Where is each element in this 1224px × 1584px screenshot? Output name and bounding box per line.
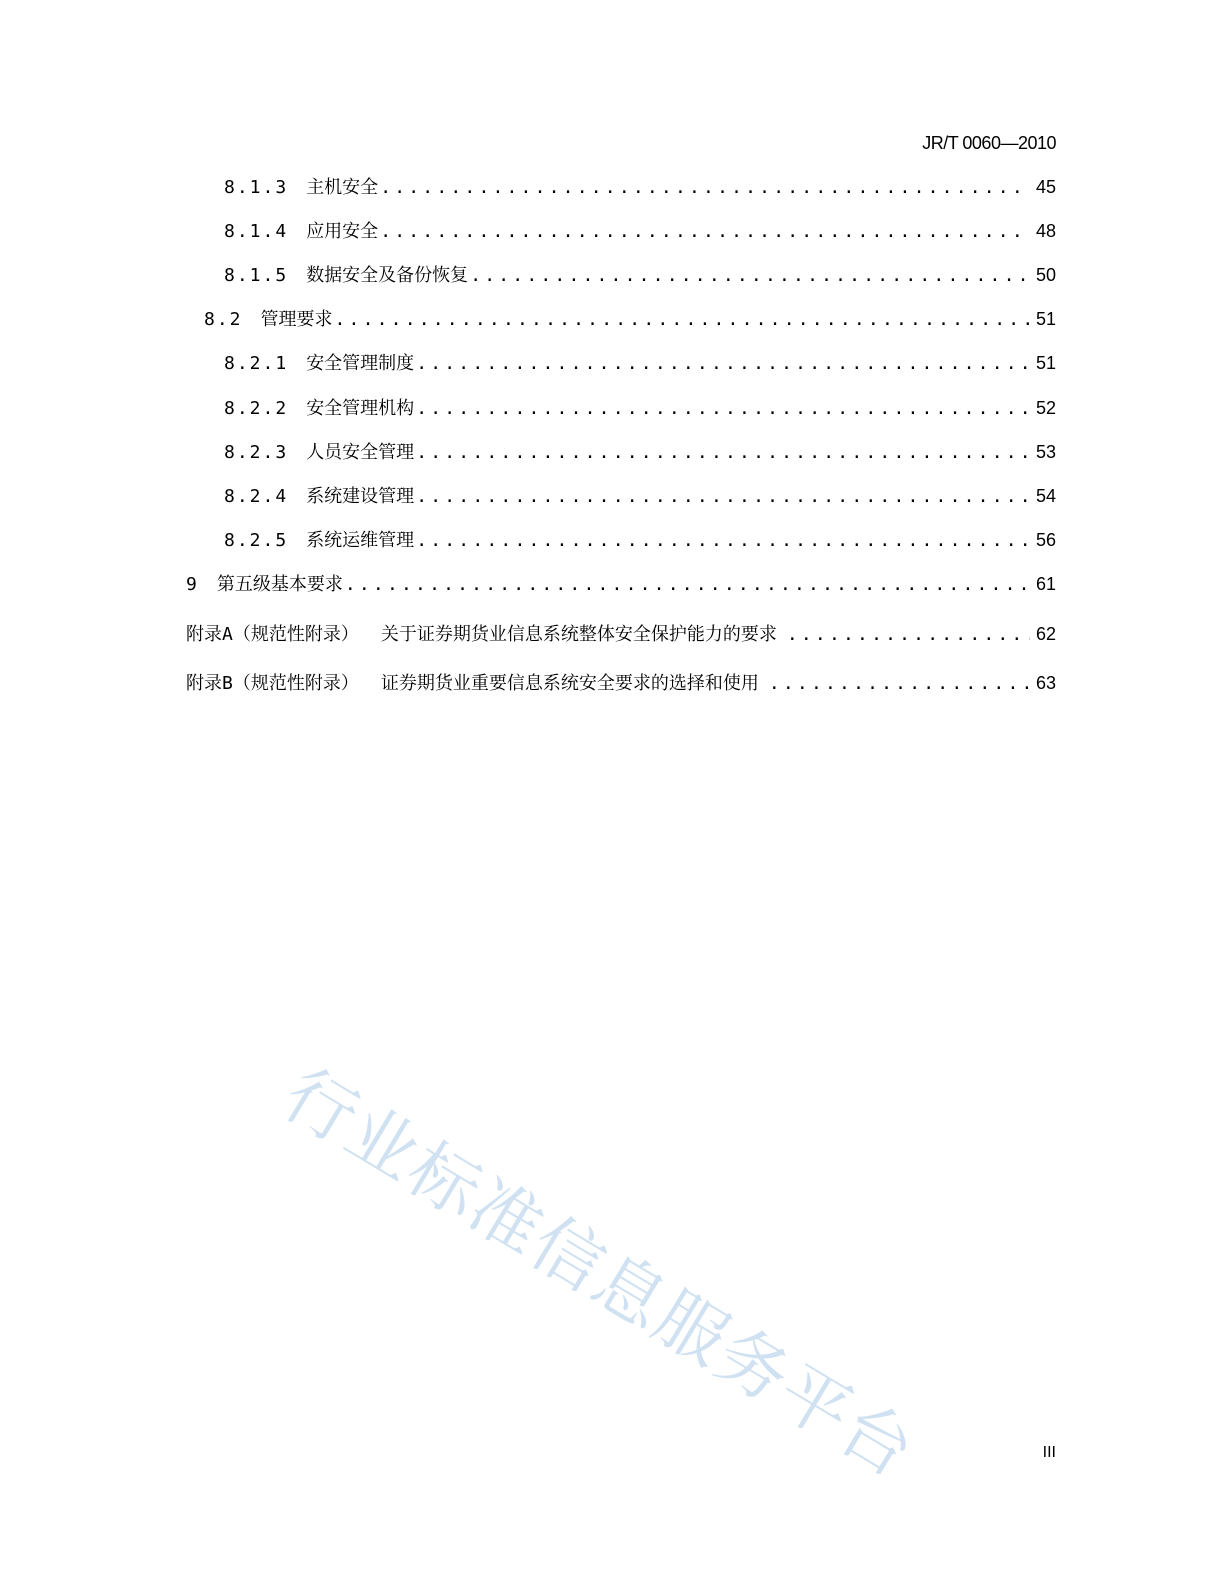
toc-entry-title: 关于证券期货业信息系统整体安全保护能力的要求 [380, 624, 777, 645]
toc-entry-page: 62 [1035, 624, 1056, 644]
toc-entry-number: 9 [186, 574, 199, 595]
toc-entry-appendix-a[interactable] [186, 620, 1056, 644]
toc-entry-title: 系统运维管理 [306, 530, 415, 551]
toc-leader-dots [787, 624, 1030, 645]
toc-entry-appendix-b[interactable] [186, 669, 1056, 693]
toc-entry-8-2-4[interactable] [224, 482, 1056, 506]
toc-entry-8-2-3[interactable] [224, 438, 1056, 462]
toc-entry-number: 附录A（规范性附录） [186, 624, 359, 645]
toc-entry-8-2-5[interactable] [224, 526, 1056, 550]
toc-entry-page: 56 [1035, 530, 1056, 550]
toc-leader-dots [416, 398, 1030, 419]
toc-leader-dots [470, 265, 1030, 286]
toc-entry-number: 8.1.4 [224, 221, 289, 242]
toc-entry-title: 应用安全 [306, 221, 379, 242]
toc-entry-page: 51 [1035, 353, 1056, 373]
toc-leader-dots [335, 309, 1030, 330]
toc-leader-dots [380, 177, 1030, 198]
toc-leader-dots [769, 673, 1030, 694]
toc-entry-8-2-1[interactable] [224, 349, 1056, 373]
toc-entry-page: 63 [1035, 673, 1056, 693]
watermark-text: 行业标准信息服务平台 [270, 1052, 930, 1494]
toc-entry-title: 管理要求 [260, 309, 333, 330]
toc-entry-title: 系统建设管理 [306, 486, 415, 507]
footer-page-number: III [1042, 1444, 1056, 1461]
toc-entry-title: 人员安全管理 [306, 442, 415, 463]
toc-entry-page: 51 [1035, 309, 1056, 329]
toc-entry-page: 53 [1035, 442, 1056, 462]
toc-leader-dots [416, 486, 1030, 507]
toc-entry-number: 8.2.5 [224, 530, 289, 551]
toc-leader-dots [416, 353, 1030, 374]
toc-entry-page: 61 [1035, 574, 1056, 594]
toc-entry-9[interactable] [186, 570, 1056, 594]
toc-entry-8-2-2[interactable] [224, 394, 1056, 418]
toc-entry-page: 54 [1035, 486, 1056, 506]
toc-entry-8-1-5[interactable] [224, 261, 1056, 285]
toc-entry-number: 8.2.1 [224, 353, 289, 374]
toc-leader-dots [380, 221, 1030, 242]
toc-entry-number: 8.2 [204, 309, 243, 330]
toc-entry-title: 主机安全 [306, 177, 379, 198]
toc-entry-title: 数据安全及备份恢复 [306, 265, 469, 286]
document-code-header: JR/T 0060—2010 [922, 133, 1056, 153]
toc-entry-number: 8.2.3 [224, 442, 289, 463]
toc-entry-title: 安全管理制度 [306, 353, 415, 374]
toc-entry-page: 52 [1035, 398, 1056, 418]
toc-entry-8-1-3[interactable] [224, 173, 1056, 197]
toc-entry-8-1-4[interactable] [224, 217, 1056, 241]
toc-entry-number: 8.2.2 [224, 398, 289, 419]
toc-leader-dots [416, 530, 1030, 551]
toc-leader-dots [345, 574, 1030, 595]
toc-entry-8-2[interactable] [204, 305, 1056, 329]
toc-entry-title: 证券期货业重要信息系统安全要求的选择和使用 [380, 673, 759, 694]
toc-entry-number: 附录B（规范性附录） [186, 673, 359, 694]
toc-entry-title: 安全管理机构 [306, 398, 415, 419]
toc-entry-number: 8.2.4 [224, 486, 289, 507]
toc-entry-page: 45 [1035, 177, 1056, 197]
toc-entry-title: 第五级基本要求 [216, 574, 343, 595]
toc-entry-number: 8.1.5 [224, 265, 289, 286]
toc-leader-dots [416, 442, 1030, 463]
toc-entry-number: 8.1.3 [224, 177, 289, 198]
toc-entry-page: 48 [1035, 221, 1056, 241]
toc-entry-page: 50 [1035, 265, 1056, 285]
